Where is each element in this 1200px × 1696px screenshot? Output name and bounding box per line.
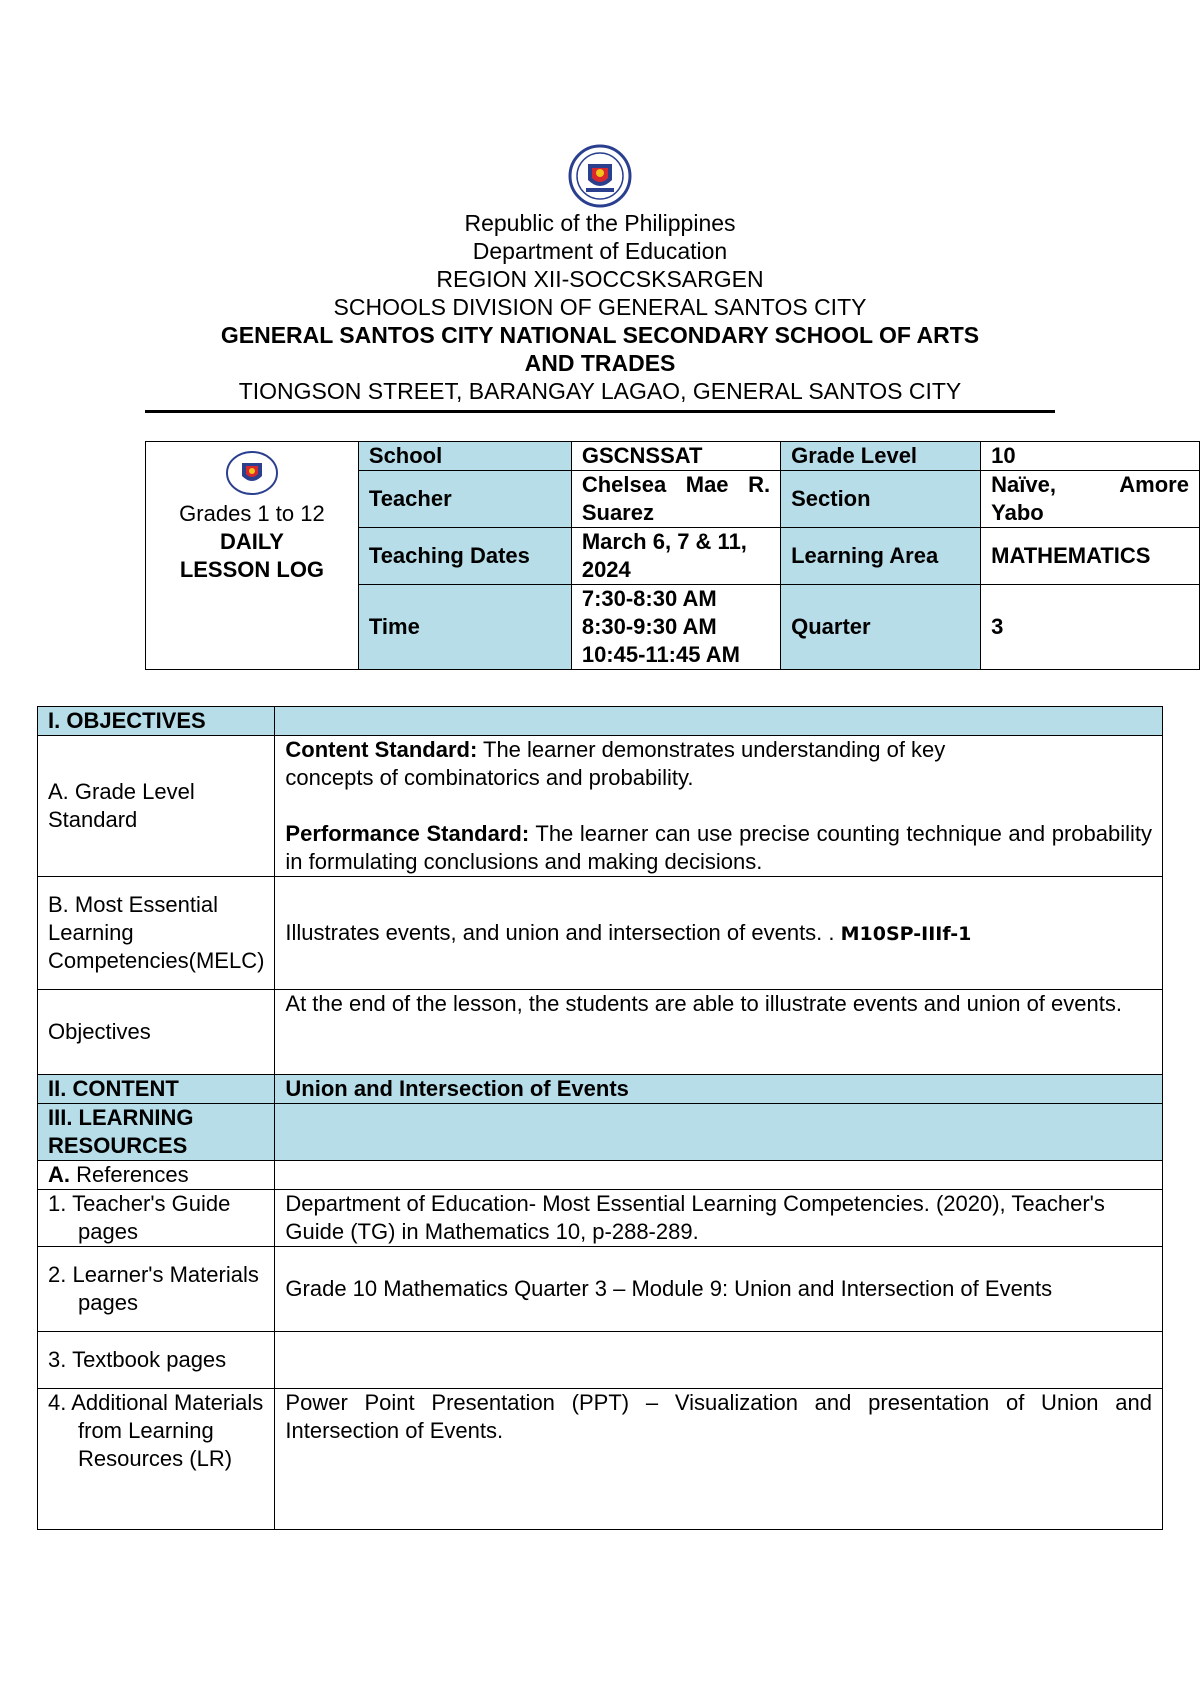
section-line1: Naïve, Amore <box>991 472 1189 497</box>
section-value <box>981 471 1200 528</box>
teacher-name-line2: Suarez <box>581 500 654 525</box>
teachers-guide-label: 1. Teacher's Guide pages <box>38 1190 275 1247</box>
teaching-dates-line1: March 6, 7 & 11, <box>581 529 747 554</box>
document-header <box>140 209 1060 405</box>
school-label: School <box>358 442 571 471</box>
daily-label: DAILY <box>219 529 284 554</box>
time-label: Time <box>358 585 571 670</box>
objectives-heading: I. OBJECTIVES <box>38 707 275 736</box>
additional-materials-label: 4. Additional Materials from Learning Resources (LR) <box>38 1389 275 1530</box>
textbook-content <box>275 1332 1163 1389</box>
teacher-label: Teacher <box>358 471 571 528</box>
references-label <box>38 1161 275 1190</box>
performance-standard-text: The learner can use precise counting technique and probability in formulating conclusions and making decisions. <box>285 821 1152 874</box>
section-line2: Yabo <box>991 500 1044 525</box>
learning-area-value: MATHEMATICS <box>981 528 1200 585</box>
references-letter: A. <box>48 1162 70 1187</box>
objectives-text: At the end of the lesson, the students are able to illustrate events and union of events. <box>275 990 1163 1075</box>
content-heading: II. CONTENT <box>38 1075 275 1104</box>
references-content <box>275 1161 1163 1190</box>
time-slot-1: 7:30-8:30 AM <box>581 586 717 611</box>
teaching-dates-line2: 2024 <box>581 557 631 582</box>
header-region: REGION XII-SOCCSKSARGEN <box>436 266 764 292</box>
header-school-name-2: AND TRADES <box>524 350 676 376</box>
lesson-plan-table <box>37 706 1163 1530</box>
teaching-dates-label: Teaching Dates <box>358 528 571 585</box>
learning-resources-heading: III. LEARNING RESOURCES <box>38 1104 275 1161</box>
learning-area-label: Learning Area <box>781 528 981 585</box>
melc-label: B. Most Essential Learning Competencies(MELC) <box>38 877 275 990</box>
grade-level-label: Grade Level <box>781 442 981 471</box>
lesson-info-table <box>145 441 1200 670</box>
grade-level-standard-label: A. Grade Level Standard <box>38 736 275 877</box>
header-republic: Republic of the Philippines <box>464 210 736 236</box>
header-division: SCHOOLS DIVISION OF GENERAL SANTOS CITY <box>333 294 867 320</box>
melc-content <box>275 877 1163 990</box>
deped-seal-logo <box>568 144 632 208</box>
melc-code: M10SP-IIIf-1 <box>840 922 972 945</box>
objectives-heading-fill <box>275 707 1163 736</box>
performance-standard-label: Performance Standard: <box>285 821 530 846</box>
teacher-name-line1: Chelsea Mae R. <box>581 472 771 497</box>
teachers-guide-text: Department of Education- Most Essential Learning Competencies. (2020), Teacher's Guide (TG) in Mathematics 10, p-288-289. <box>275 1190 1163 1247</box>
quarter-label: Quarter <box>781 585 981 670</box>
section-label: Section <box>781 471 981 528</box>
performance-standard <box>285 820 1152 876</box>
teaching-dates-value <box>571 528 780 585</box>
learning-resources-fill <box>275 1104 1163 1161</box>
learners-materials-label: 2. Learner's Materials pages <box>38 1247 275 1332</box>
textbook-label: 3. Textbook pages <box>38 1332 275 1389</box>
daily-lesson-log-cell <box>146 442 359 670</box>
deped-seal-small-logo <box>225 450 279 496</box>
header-department: Department of Education <box>472 238 728 264</box>
grade-level-standard-content <box>275 736 1163 877</box>
content-standard-text: The learner demonstrates understanding of key concepts of combinatorics and probability. <box>285 737 946 790</box>
header-school-name-1: GENERAL SANTOS CITY NATIONAL SECONDARY SCHOOL OF ARTS <box>220 322 980 348</box>
header-address: TIONGSON STREET, BARANGAY LAGAO, GENERAL SANTOS CITY <box>238 378 962 404</box>
time-slot-3: 10:45-11:45 AM <box>581 642 740 667</box>
grade-level-value: 10 <box>981 442 1200 471</box>
grades-label: Grades 1 to 12 <box>179 501 325 526</box>
melc-text: Illustrates events, and union and intersection of events. . <box>285 919 841 945</box>
quarter-value: 3 <box>981 585 1200 670</box>
header-divider <box>145 410 1055 413</box>
references-text: References <box>70 1162 189 1187</box>
teacher-value <box>571 471 780 528</box>
content-topic: Union and Intersection of Events <box>275 1075 1163 1104</box>
objectives-label: Objectives <box>38 990 275 1075</box>
time-slot-2: 8:30-9:30 AM <box>581 614 717 639</box>
content-standard-label: Content Standard: <box>285 737 478 762</box>
content-standard <box>285 736 1152 792</box>
learners-materials-text: Grade 10 Mathematics Quarter 3 – Module 9: Union and Intersection of Events <box>275 1247 1163 1332</box>
lesson-log-label: LESSON LOG <box>179 557 325 582</box>
additional-materials-text: Power Point Presentation (PPT) – Visualization and presentation of Union and Intersection of Events. <box>275 1389 1163 1530</box>
school-value: GSCNSSAT <box>571 442 780 471</box>
time-value <box>571 585 780 670</box>
